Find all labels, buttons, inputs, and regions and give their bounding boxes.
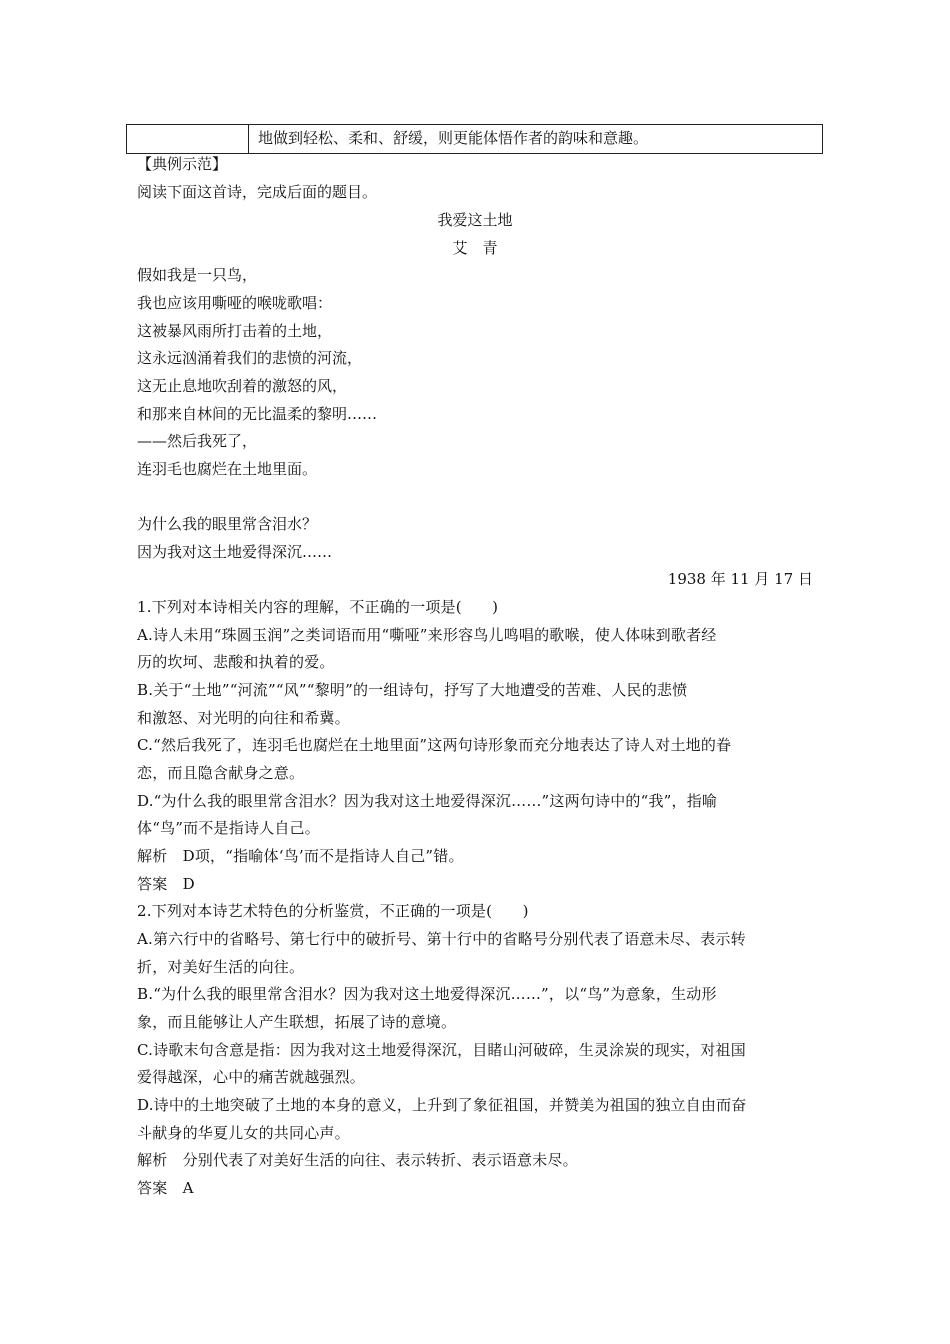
option-line: 历的坎坷、悲酸和执着的爱。: [137, 653, 335, 671]
poem-line: 假如我是一只鸟，: [137, 266, 258, 284]
table-cell-text: 地做到轻松、柔和、舒缓，则更能体悟作者的韵味和意趣。: [258, 129, 649, 147]
table-cell-empty: [127, 125, 249, 153]
poem-date: 1938 年 11 月 17 日: [667, 570, 813, 588]
option-line: 象，而且能够让人产生联想，拓展了诗的意境。: [137, 1013, 457, 1031]
option-line: C.“然后我死了，连羽毛也腐烂在土地里面”这两句诗形象而充分地表达了诗人对土地的眷: [137, 736, 732, 754]
option-line: A.诗人未用“珠圆玉润”之类词语而用“嘶哑”来形容鸟儿鸣唱的歌喉，使人体味到歌者经: [137, 626, 717, 644]
option-line: 恋，而且隐含献身之意。: [137, 764, 305, 782]
analysis: 解析 分别代表了对美好生活的向往、表示转折、表示语意未尽。: [137, 1151, 578, 1169]
table-fragment: [126, 124, 823, 154]
option-line: A.第六行中的省略号、第七行中的破折号、第十行中的省略号分别代表了语意未尽、表示转: [137, 930, 746, 948]
poem-line: 为什么我的眼里常含泪水？: [137, 515, 318, 533]
option-line: D.诗中的土地突破了土地的本身的意义，上升到了象征祖国，并赞美为祖国的独立自由而奋: [137, 1096, 747, 1114]
poem-title: 我爱这土地: [437, 211, 513, 229]
poem-line: 因为我对这土地爱得深沉……: [137, 543, 333, 561]
answer: 答案 A: [137, 1179, 194, 1197]
option-line: 折，对美好生活的向往。: [137, 958, 305, 976]
poem-line: 连羽毛也腐烂在土地里面。: [137, 460, 318, 478]
question-stem: 1.下列对本诗相关内容的理解，不正确的一项是( ): [137, 598, 499, 616]
option-line: D.“为什么我的眼里常含泪水？因为我对这土地爱得深沉……”这两句诗中的“我”，指喻: [137, 792, 718, 810]
poem-author: 艾 青: [452, 239, 498, 257]
poem-line: 这永远汹涌着我们的悲愤的河流，: [137, 349, 363, 367]
option-line: 斗献身的华夏儿女的共同心声。: [137, 1124, 350, 1142]
option-line: B.“为什么我的眼里常含泪水？因为我对这土地爱得深沉……”，以“鸟”为意象，生动形: [137, 985, 717, 1003]
option-line: B.关于“土地”“河流”“风”“黎明”的一组诗句，抒写了大地遭受的苦难、人民的悲愤: [137, 681, 688, 699]
poem-line: ——然后我死了，: [137, 432, 258, 450]
poem-line: 这被暴风雨所打击着的土地，: [137, 322, 333, 340]
question-stem: 2.下列对本诗艺术特色的分析鉴赏，不正确的一项是( ): [137, 902, 529, 920]
option-line: 体“鸟”而不是指诗人自己。: [137, 819, 320, 837]
option-line: 和激怒、对光明的向往和希冀。: [137, 709, 350, 727]
section-title: 【典例示范】: [137, 155, 228, 173]
instruction: 阅读下面这首诗，完成后面的题目。: [137, 183, 378, 201]
poem-line: 我也应该用嘶哑的喉咙歌唱：: [137, 294, 333, 312]
poem-line: 和那来自林间的无比温柔的黎明……: [137, 405, 378, 423]
poem-line: 这无止息地吹刮着的激怒的风，: [137, 377, 348, 395]
analysis: 解析 D项，“指喻体‘鸟’而不是指诗人自己”错。: [137, 847, 464, 865]
option-line: 爱得越深，心中的痛苦就越强烈。: [137, 1068, 366, 1086]
option-line: C.诗歌末句含意是指：因为我对这土地爱得深沉，目睹山河破碎，生灵涂炭的现实，对祖国: [137, 1041, 746, 1059]
answer: 答案 D: [137, 875, 195, 893]
